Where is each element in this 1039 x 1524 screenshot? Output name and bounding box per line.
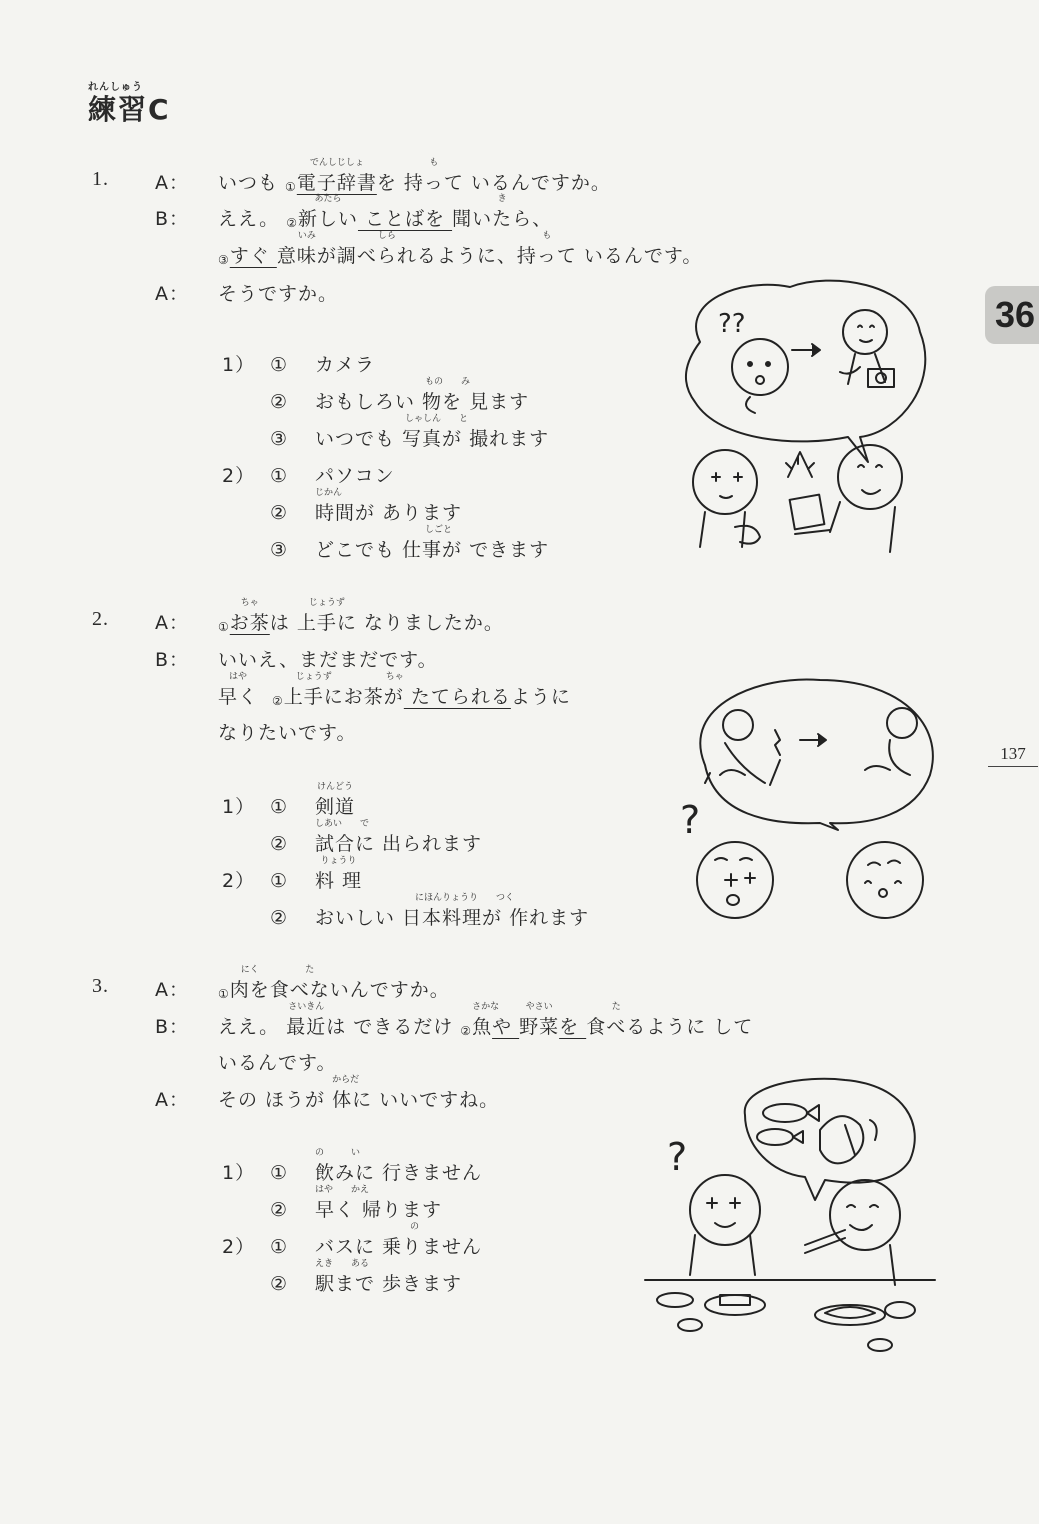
fish-icon	[757, 1104, 819, 1145]
person-icon	[847, 842, 923, 918]
person-icon	[693, 450, 760, 547]
ex2-illustration	[680, 665, 940, 925]
ex3-line-b2: いるんです。	[218, 1052, 337, 1074]
question-mark-icon: ?	[680, 798, 701, 842]
ex2-speaker-a: A：	[155, 612, 189, 634]
ex3-line-b1: ええ。 さいきん 最近は できるだけ ② さかな 魚や やさい 野菜を た 食べるように して	[218, 1002, 754, 1038]
ex3-line-a1: ① にく 肉を た 食べないんですか。	[218, 965, 450, 1001]
ex3-option-2-1: 2） ① の バスに 乗りません	[222, 1222, 483, 1258]
chapter-tab: 36	[985, 286, 1039, 344]
page-number: 137	[988, 744, 1038, 767]
arrow-icon	[792, 344, 820, 356]
ex3-speaker-a2: A：	[155, 1089, 189, 1111]
ex1-option-2-3: ③ しごと どこでも 仕事が できます	[270, 525, 550, 561]
thought-bubble-icon	[700, 679, 933, 830]
ex1-line-b2: ③すぐ いみ 意味が しら 調べられるように、 も 持って いるんです。	[218, 231, 703, 267]
ex3-number: 3.	[92, 975, 109, 997]
ex1-speaker-a2: A：	[155, 283, 189, 305]
ex1-option-1-1: 1） ① カメラ	[222, 354, 376, 376]
ex2-speaker-b: B：	[155, 649, 190, 671]
page-title: 練習C	[88, 93, 171, 126]
person-icon	[690, 1175, 760, 1275]
tea-ceremony-icon	[705, 710, 780, 785]
ex2-line-b1: いいえ、まだまだです。	[218, 649, 438, 671]
title-ruby: れんしゅう	[88, 82, 143, 93]
ex2-line-b3: なりたいです。	[218, 722, 357, 744]
svg-text:??: ??	[718, 309, 746, 339]
ex1-option-2-1: 2） ① パソコン	[222, 465, 395, 487]
ex3-illustration	[645, 1075, 935, 1375]
ex1-option-1-2: ② もの み おもしろい 物を 見ます	[270, 377, 530, 413]
meal-table-icon	[645, 1280, 935, 1351]
ex1-illustration	[680, 272, 930, 557]
ex2-option-1-1: 1） ① けんどう 剣道	[222, 782, 356, 818]
ex2-line-a1: ① ちゃ お茶は じょうず 上手に なりましたか。	[218, 598, 504, 634]
person-icon	[805, 1180, 900, 1285]
ex1-line-b1: ええ。 ② あたら 新しい ことばを き 聞いたら、	[218, 194, 553, 230]
ex1-option-1-3: ③ しゃしん と いつでも 写真が 撮れます	[270, 414, 550, 450]
ex1-line-a1: いつも ① でんしじしょ 電子辞書を も 持って いるんですか。	[218, 158, 611, 194]
ex2-option-2-1: 2） ① りょうり 料 理	[222, 856, 363, 892]
ex1-speaker-b: B：	[155, 208, 190, 230]
person-icon	[732, 339, 788, 413]
arrow-icon	[800, 734, 826, 746]
laptop-icon	[786, 452, 830, 534]
ex3-line-a2: その ほうが からだ 体に いいですね。	[218, 1075, 500, 1111]
thought-bubble-icon	[745, 1079, 915, 1200]
ex3-option-1-1: 1） ① の い 飲みに 行きません	[222, 1148, 483, 1184]
vegetables-icon	[820, 1116, 877, 1163]
ex1-number: 1.	[92, 168, 109, 190]
person-icon	[697, 842, 773, 918]
question-mark-icon: ?	[667, 1135, 688, 1179]
ex2-option-2-2: ② にほんりょうり つく おいしい 日本料理が 作れます	[270, 893, 590, 929]
ex1-line-a2: そうですか。	[218, 283, 339, 305]
ex3-option-2-2: ② えき ある 駅まで 歩きます	[270, 1259, 463, 1295]
ex3-speaker-b: B：	[155, 1016, 190, 1038]
ex1-speaker-a: A：	[155, 172, 189, 194]
tea-ceremony-icon	[865, 708, 917, 775]
ex3-speaker-a: A：	[155, 979, 189, 1001]
ex2-option-1-2: ② しあい で 試合に 出られます	[270, 819, 483, 855]
ex3-option-1-2: ② はや かえ 早く 帰ります	[270, 1185, 443, 1221]
ex2-number: 2.	[92, 608, 109, 630]
thought-bubble-icon	[686, 281, 925, 462]
ex2-line-b2: はや 早く ② じょうず 上手に ちゃ お茶が たてられるように	[218, 672, 571, 708]
ex1-option-2-2: ② じかん 時間が あります	[270, 488, 463, 524]
